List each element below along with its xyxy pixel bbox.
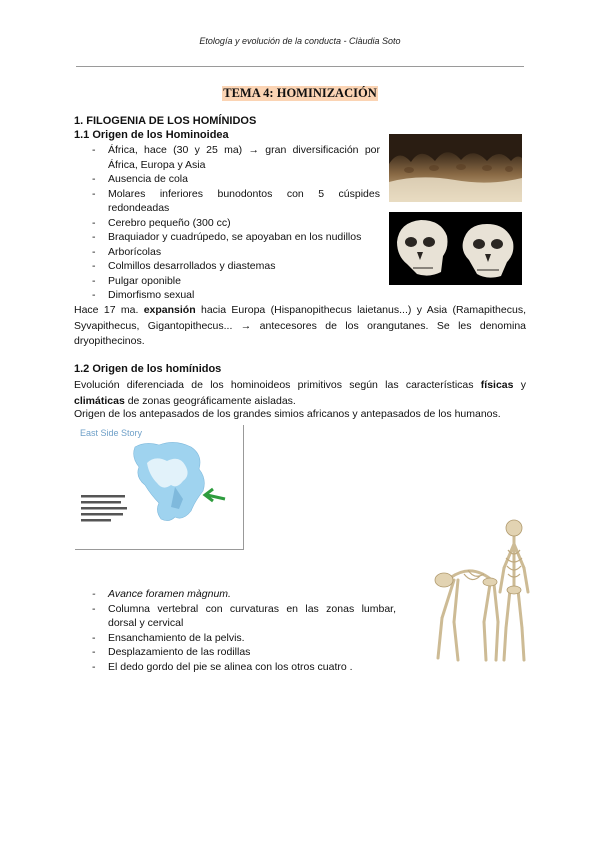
page-title: TEMA 4: HOMINIZACIÓN bbox=[223, 86, 377, 100]
ape-skulls-image bbox=[389, 212, 522, 285]
list-item: - Columna vertebral con curvaturas en las zonas lumbar, dorsal y cervical bbox=[92, 602, 396, 631]
expansion-bold: expansión bbox=[143, 304, 196, 316]
running-header: Etología y evolución de la conducta - Clàudia Soto bbox=[199, 36, 401, 46]
hominid-traits-list bbox=[92, 587, 396, 674]
title-wrap bbox=[0, 84, 600, 102]
evolution-text-b: y bbox=[513, 379, 526, 391]
map-title: East Side Story bbox=[80, 428, 143, 438]
expansion-text-a: Hace 17 ma. bbox=[74, 304, 144, 316]
list-item: - El dedo gordo del pie se alinea con los otros cuatro . bbox=[92, 660, 396, 675]
header-divider bbox=[76, 66, 524, 67]
expansion-text-b: hacia Europa (Hispanopithecus laietanus...) y Asia (Ramapithecus, Syvapithecus, Gigantopithecus... → antecesores de los orangutanes. Se les denomina dryopithecinos. bbox=[74, 304, 526, 347]
skeletons-image bbox=[428, 518, 538, 670]
origin-paragraph: Origen de los antepasados de los grandes simios africanos y antepasados de los humanos. bbox=[74, 408, 501, 420]
list-item: - África, hace (30 y 25 ma) → gran diversificación por África, Europa y Asia bbox=[92, 143, 380, 172]
list-item: - Avance foramen màgnum. bbox=[92, 587, 396, 602]
section-heading-filogenia: 1. FILOGENIA DE LOS HOMÍNIDOS bbox=[74, 115, 257, 127]
bold-climaticas: climáticas bbox=[74, 394, 125, 407]
list-item: - Cerebro pequeño (300 cc) bbox=[92, 216, 380, 231]
hominoidea-traits-list bbox=[92, 143, 380, 303]
bold-fisicas: físicas bbox=[480, 379, 514, 391]
evolution-text-c: de zonas geográficamente aisladas. bbox=[124, 394, 296, 407]
list-item: - Braquiador y cuadrúpedo, se apoyaban en los nudillos bbox=[92, 230, 380, 245]
list-item: - Desplazamiento de las rodillas bbox=[92, 645, 396, 660]
list-item: - Ausencia de cola bbox=[92, 172, 380, 187]
expansion-paragraph bbox=[74, 303, 526, 350]
subsection-heading-hominidos: 1.2 Origen de los homínidos bbox=[74, 363, 222, 375]
list-item: - Colmillos desarrollados y diastemas bbox=[92, 259, 380, 274]
subsection-heading-hominoidea: 1.1 Origen de los Hominoidea bbox=[74, 129, 229, 141]
map-drawing bbox=[75, 425, 243, 549]
molar-teeth-image bbox=[389, 134, 522, 202]
evolution-text-a: Evolución diferenciada de los hominoideos primitivos según las características bbox=[74, 379, 481, 391]
evolution-paragraph bbox=[74, 378, 526, 409]
list-item: - Pulgar oponible bbox=[92, 274, 380, 289]
east-side-story-map bbox=[75, 425, 244, 550]
list-item: - Ensanchamiento de la pelvis. bbox=[92, 631, 396, 646]
list-item: - Molares inferiores bunodontos con 5 cúspides redondeadas bbox=[92, 187, 380, 216]
list-item: - Arborícolas bbox=[92, 245, 380, 260]
list-item: - Dimorfismo sexual bbox=[92, 288, 380, 303]
